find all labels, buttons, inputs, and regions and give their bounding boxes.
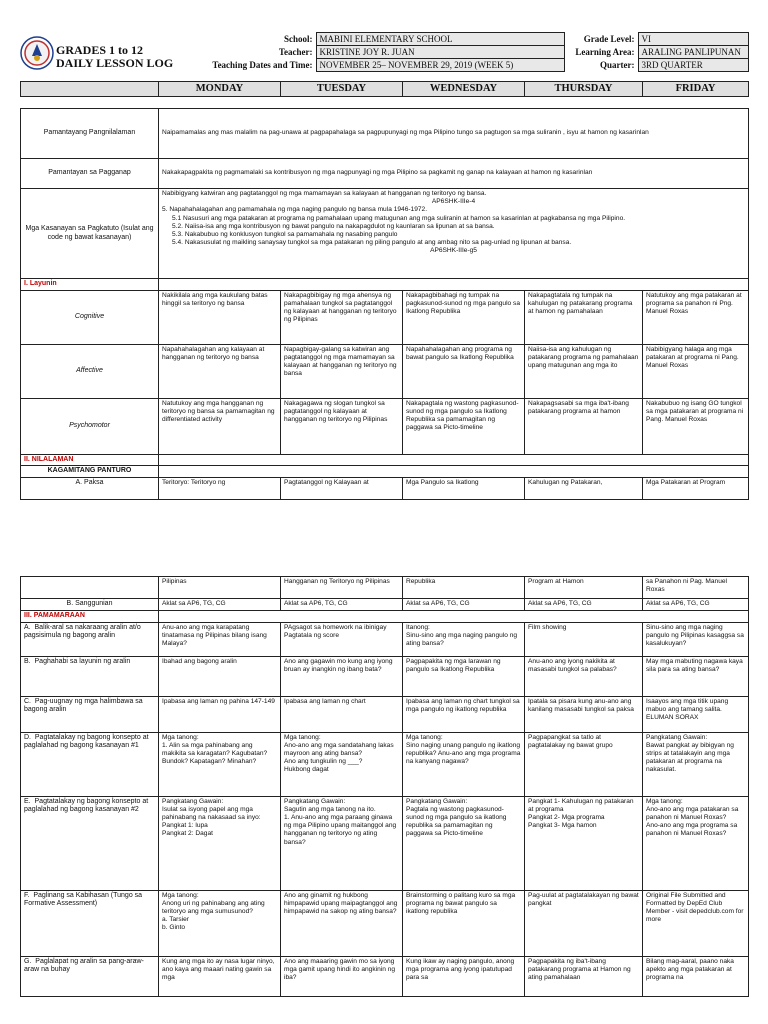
psychomotor-friday: Nakabubuo ng isang GO tungkol sa mga patakaran at programa ni Pang. Manuel Roxas <box>643 398 749 454</box>
lesson-table-page-1 <box>20 108 749 500</box>
affective-label: Affective <box>21 344 159 398</box>
kasanayan-5-2: 5.2. Naiisa-isa ang mga kontribusyon ng bawat pangulo na nakapagdulot ng kaunlaran sa lipunan at sa bansa. <box>172 222 495 230</box>
pamantayang-pangnilalaman-label: Pamantayang Pangnilalaman <box>21 109 159 159</box>
cognitive-friday: Natutukoy ang mga patakaran at programa sa panahon ni Png. Manuel Roxas <box>643 290 749 344</box>
nilalaman-section-label: II. NILALAMAN <box>21 454 159 466</box>
kasanayan-code-1: AP6SHK-IIIe-4 <box>431 198 476 206</box>
day-monday: MONDAY <box>159 82 281 97</box>
step-f-wednesday: Brainstorming o palitang kuro sa mga programa ng bawat pangulo sa ikatlong republika <box>403 890 525 956</box>
step-g-letter: G. <box>24 957 32 965</box>
step-d-thursday: Pagpapangkat sa tatlo at pagtatalakay ng bawat grupo <box>525 732 643 796</box>
paksa-continued-friday: sa Panahon ni Pag. Manuel Roxas <box>643 577 749 599</box>
kasanayan-5-3: 5.3. Nakabubuo ng konklusyon tungkol sa pamamahala ng nasabing pangulo <box>172 231 398 239</box>
step-e-letter: E. <box>24 797 31 805</box>
step-a-letter: A. <box>24 623 31 631</box>
step-g-label <box>21 956 159 996</box>
step-g-tuesday: Ano ang maaaring gawin mo sa iyong mga gamit upang hindi ito angkinin ng iba? <box>281 956 403 996</box>
weekday-header-blank <box>21 82 159 97</box>
day-tuesday: TUESDAY <box>281 82 403 97</box>
step-a-monday: Anu-ano ang mga karapatang tinatamasa ng Pilipinas bilang isang Malaya? <box>159 622 281 656</box>
paksa-tuesday: Pagtatanggol ng Kalayaan at <box>281 477 403 499</box>
step-d-tuesday: Mga tanong: Ano-ano ang mga sandatahang lakas mayroon ang ating bansa? Ano ang tungkulin ng ___? Hukbong dagat <box>281 732 403 796</box>
paksa-continued-tuesday: Hangganan ng Teritoryo ng Pilipinas <box>281 577 403 599</box>
lesson-table-page-2 <box>20 576 749 997</box>
step-c-letter: C. <box>24 697 31 705</box>
kagamitang-panturo-blank <box>159 466 749 478</box>
affective-tuesday: Napagbigay-galang sa katwiran ang pagtatanggol ng mga mamamayan sa kalayaan at hangganan ng teritoryo ng bansa <box>281 344 403 398</box>
psychomotor-tuesday: Nakagagawa ng slogan tungkol sa pagtatanggol ng kalayaan at hangganan ng teritoryo ng Pilipinas <box>281 398 403 454</box>
grade-level-value: VI <box>638 33 748 46</box>
step-g-monday: Kung ang mga ito ay nasa lugar ninyo, ano kaya ang maaari nating gawin sa mga <box>159 956 281 996</box>
sanggunian-wednesday: Aklat sa AP6, TG, CG <box>403 599 525 611</box>
step-d-text: Pagtatalakay ng bagong konsepto at paglalahad ng bagong kasanayan #1 <box>24 733 149 750</box>
step-d-label <box>21 732 159 796</box>
day-wednesday: WEDNESDAY <box>403 82 525 97</box>
layunin-section-label: I. Layunin <box>21 279 159 291</box>
psychomotor-monday: Natutukoy ang mga hangganan ng teritoryo ng bansa sa pamamagitan ng differentiated activity <box>159 398 281 454</box>
step-d-wednesday: Mga tanong: Sino naging unang pangulo ng ikatlong republika? Anu-ano ang mga programa na kanyang nagawa? <box>403 732 525 796</box>
kasanayan-value <box>159 189 749 279</box>
quarter-label: Quarter: <box>600 59 635 70</box>
pamamaraan-section-label: III. PAMAMARAAN <box>21 611 159 623</box>
step-d-letter: D. <box>24 733 31 741</box>
paksa-continued-wednesday: Republika <box>403 577 525 599</box>
teacher-label: Teacher: <box>278 46 313 57</box>
step-e-text: Pagtatalakay ng bagong konsepto at paglalahad ng bagong kasanayan #2 <box>24 797 149 814</box>
step-e-label <box>21 796 159 890</box>
teacher-value: KRISTINE JOY R. JUAN <box>316 46 564 59</box>
step-f-label <box>21 890 159 956</box>
step-a-friday: Sinu-sino ang mga naging pangulo ng Pilipinas kasaggsa sa kasalukuyan? <box>643 622 749 656</box>
paksa-label: A. Paksa <box>21 477 159 499</box>
step-f-letter: F. <box>24 891 30 899</box>
learning-area-value: ARALING PANLIPUNAN <box>638 46 748 59</box>
pamantayan-sa-pagganap-label: Pamantayan sa Pagganap <box>21 159 159 189</box>
step-f-text: Paglinang sa Kabihasan (Tungo sa Formative Assessment) <box>24 891 143 908</box>
paksa-wednesday: Mga Pangulo sa Ikatlong <box>403 477 525 499</box>
step-e-tuesday: Pangkatang Gawain: Sagutin ang mga tanong na ito. 1. Anu-ano ang mga paraang ginawa ng mga Pilipino upang maitanggol ang hangganan ng teritoryo ng ating bansa? <box>281 796 403 890</box>
affective-wednesday: Napahahalagahan ang programa ng bawat pangulo sa Ikatlong Republika <box>403 344 525 398</box>
step-d-friday: Pangkatang Gawain: Bawat pangkat ay bibigyan ng strips at tatalakayin ang mga patakaran at programa na nakasulat. <box>643 732 749 796</box>
step-f-tuesday: Ano ang ginamit ng hukbong himpapawid upang maipagtanggol ang himpapawid na sakop ng ating bansa? <box>281 890 403 956</box>
paksa-monday: Teritoryo: Teritoryo ng <box>159 477 281 499</box>
step-g-text: Paglalapat ng aralin sa pang-araw-araw na buhay <box>24 957 144 974</box>
psychomotor-thursday: Nakapagsasabi sa mga iba't-ibang patakarang programa at hamon <box>525 398 643 454</box>
step-b-monday: Ibahad ang bagong aralin <box>159 656 281 696</box>
day-friday: FRIDAY <box>643 82 749 97</box>
kasanayan-label: Mga Kasanayan sa Pagkatuto (Isulat ang code ng bawat kasanayan) <box>21 189 159 279</box>
school-label: School: <box>283 33 313 44</box>
cognitive-wednesday: Nakapagbibahagi ng tumpak na pagkasunod-sunod ng mga pangulo sa Ikatlong Republika <box>403 290 525 344</box>
step-c-wednesday: Ipabasa ang laman ng chart tungkol sa mga pangulo ng ikatlong republika <box>403 696 525 732</box>
step-a-text: Balik-aral sa nakaraang aralin at/o pagsisimula ng bagong aralin <box>24 623 141 640</box>
step-b-text: Paghahabi sa layunin ng aralin <box>34 657 131 665</box>
psychomotor-label: Psychomotor <box>21 398 159 454</box>
grade-level-label: Grade Level: <box>583 33 635 44</box>
step-b-letter: B. <box>24 657 31 665</box>
step-b-tuesday: Ano ang gagawin mo kung ang iyong bruan ay inangkin ng ibang bata? <box>281 656 403 696</box>
school-value: MABINI ELEMENTARY SCHOOL <box>316 33 564 46</box>
teaching-dates-value: NOVEMBER 25– NOVEMBER 29, 2019 (WEEK 5) <box>316 59 564 72</box>
cognitive-thursday: Nakapagtatala ng tumpak na kahulugan ng patakarang programa at hamon ng pamahalaan <box>525 290 643 344</box>
document-title <box>56 44 173 70</box>
title-line-2: DAILY LESSON LOG <box>56 56 174 70</box>
step-g-friday: Bilang mag-aaral, paano naka apekto ang mga patakaran at programa na <box>643 956 749 996</box>
paksa-friday: Mga Patakaran at Program <box>643 477 749 499</box>
step-a-thursday: Film showing <box>525 622 643 656</box>
affective-friday: Nabibigyang halaga ang mga patakaran at programa ni Pang. Manuel Roxas <box>643 344 749 398</box>
step-f-monday: Mga tanong: Anong uri ng pahinabang ang ating teritoryo ang mga sumusunod? a. Tarsier b. Ginto <box>159 890 281 956</box>
pamamaraan-section-blank <box>159 611 749 623</box>
step-c-thursday: Ipatala sa pisara kung anu-ano ang kanilang masasabi tungkol sa paksa <box>525 696 643 732</box>
day-thursday: THURSDAY <box>525 82 643 97</box>
step-e-monday: Pangkatang Gawain: Isulat sa isyong papel ang mga pahinabang na nakasaad sa inyo: Pangkat 1: lupa Pangkat 2: Dagat <box>159 796 281 890</box>
step-d-monday: Mga tanong: 1. Alin sa mga pahinabang ang makikita sa karagatan? Kagubatan? Bundok? Kapatagan? Minahan? <box>159 732 281 796</box>
layunin-section-blank <box>159 279 749 291</box>
step-b-label <box>21 656 159 696</box>
step-b-friday: May mga mabuting nagawa kaya sila para sa ating bansa? <box>643 656 749 696</box>
sanggunian-friday: Aklat sa AP6, TG, CG <box>643 599 749 611</box>
step-e-wednesday: Pangkatang Gawain: Pagtala ng wastong pagkasunod-sunod ng mga pangulo sa ikatlong republika sa pamamagitan ng paggawa sa Picto-timeline <box>403 796 525 890</box>
step-c-monday: Ipabasa ang laman ng pahina 147-149 <box>159 696 281 732</box>
sanggunian-monday: Aklat sa AP6, TG, CG <box>159 599 281 611</box>
quarter-value: 3RD QUARTER <box>638 59 748 72</box>
nilalaman-section-blank <box>159 454 749 466</box>
kasanayan-line-2: 5. Napahahalagahan ang pamamahala ng mga naging pangulo ng bansa mula 1946-1972. <box>162 206 428 214</box>
step-e-thursday: Pangkat 1- Kahulugan ng patakaran at programa Pangkat 2- Mga programa Pangkat 3- Mga hamon <box>525 796 643 890</box>
step-f-friday: Original File Submitted and Formatted by DepEd Club Member - visit depedclub.com for more <box>643 890 749 956</box>
kagamitang-panturo-label: KAGAMITANG PANTURO <box>21 466 159 478</box>
header-info-table <box>180 32 749 72</box>
step-e-friday: Mga tanong: Ano-ano ang mga patakaran sa panahon ni Manuel Roxas? Ano-ano ang mga programa sa panahon ni Manuel Roxas? <box>643 796 749 890</box>
teaching-dates-label: Teaching Dates and Time: <box>212 59 313 70</box>
step-c-text: Pag-uugnay ng mga halimbawa sa bagong aralin <box>24 697 143 714</box>
step-b-wednesday: Pagpapakita ng mga larawan ng pangulo sa Ikatlong Republika <box>403 656 525 696</box>
step-a-label <box>21 622 159 656</box>
step-a-wednesday: Itanong: Sinu-sino ang mga naging pangulo ng ating bansa? <box>403 622 525 656</box>
kasanayan-5-1: 5.1 Nasusuri ang mga patakaran at programa ng pamahalaan upang matugunan ang mga suliranin at hamon sa kasarinlan at pagkabansa ng mga Pilipino. <box>172 214 626 222</box>
step-g-thursday: Pagpapakita ng iba't-ibang patakarang programa at Hamon ng ating pamahalaan <box>525 956 643 996</box>
cognitive-tuesday: Nakapagbibigay ng mga ahensya ng pamahalaan tungkol sa pagtatanggol ng kalayaan at hangganan ng teritoryo ng Pilipinas <box>281 290 403 344</box>
learning-area-label: Learning Area: <box>575 46 635 57</box>
step-b-thursday: Anu-ano ang iyong nakikita at masasabi tungkol sa palabas? <box>525 656 643 696</box>
sanggunian-label: B. Sanggunian <box>21 599 159 611</box>
deped-seal-icon <box>20 36 54 70</box>
step-a-tuesday: PAgsagot sa homework na ibinigay Pagtatala ng score <box>281 622 403 656</box>
psychomotor-wednesday: Nakapagtala ng wastong pagkasunod-sunod ng mga pangulo sa Ikatlong Republika sa pamamagitan ng paggawa sa Picto-timeline <box>403 398 525 454</box>
kasanayan-code-2: AP6SHK-IIIe-g5 <box>430 247 477 255</box>
kasanayan-5-4: 5.4. Nakasusulat ng maikling sanaysay tungkol sa mga patakaran ng piling pangulo at ang ambag nito sa pag-unlad ng lipunan at bansa. <box>172 239 572 247</box>
cognitive-label: Cognitive <box>21 290 159 344</box>
cognitive-monday: Nakikilala ang mga kaukulang batas hinggil sa teritoryo ng bansa <box>159 290 281 344</box>
affective-thursday: Naiisa-isa ang kahulugan ng patakarang programa ng pamahalaan upang matugunan ang mga ito <box>525 344 643 398</box>
pamantayan-sa-pagganap-value: Nakakapagpakita ng pagmamalaki sa kontribusyon ng mga nagpunyagi ng mga Pilipino sa pagkamit ng ganap na kalayaan at hamon ng kasarinlan <box>159 159 749 189</box>
paksa-continued-monday: Pilipinas <box>159 577 281 599</box>
pamantayang-pangnilalaman-value: Naipamamalas ang mas malalim na pag-unawa at pagpapahalaga sa pagpupunyagi ng mga Pilipino tungo sa pagtugon sa mga suliranin , isyu at hamon ng kasarinlan <box>159 109 749 159</box>
step-c-tuesday: Ipabasa ang laman ng chart <box>281 696 403 732</box>
sanggunian-tuesday: Aklat sa AP6, TG, CG <box>281 599 403 611</box>
affective-monday: Napahahalagahan ang kalayaan at hangganan ng teritoryo ng bansa <box>159 344 281 398</box>
paksa-continued-thursday: Program at Hamon <box>525 577 643 599</box>
step-g-wednesday: Kung ikaw ay naging pangulo, anong mga programa ang iyong ipatutupad para sa <box>403 956 525 996</box>
step-c-label <box>21 696 159 732</box>
kasanayan-line-1: Nabibigyang katwiran ang pagtatanggol ng mga mamamayan sa kalayaan at hangganan ng teritoryo ng bansa. <box>162 190 487 197</box>
paksa-thursday: Kahulugan ng Patakaran, <box>525 477 643 499</box>
sanggunian-thursday: Aklat sa AP6, TG, CG <box>525 599 643 611</box>
title-line-1: GRADES 1 to 12 <box>56 43 144 57</box>
paksa-continued-label-blank <box>21 577 159 599</box>
step-c-friday: Isaayos ang mga titik upang mabuo ang tamang salita. ELUMAN SORAX <box>643 696 749 732</box>
step-f-thursday: Pag-uulat at pagtatalakayan ng bawat pangkat <box>525 890 643 956</box>
weekday-header <box>20 81 749 97</box>
